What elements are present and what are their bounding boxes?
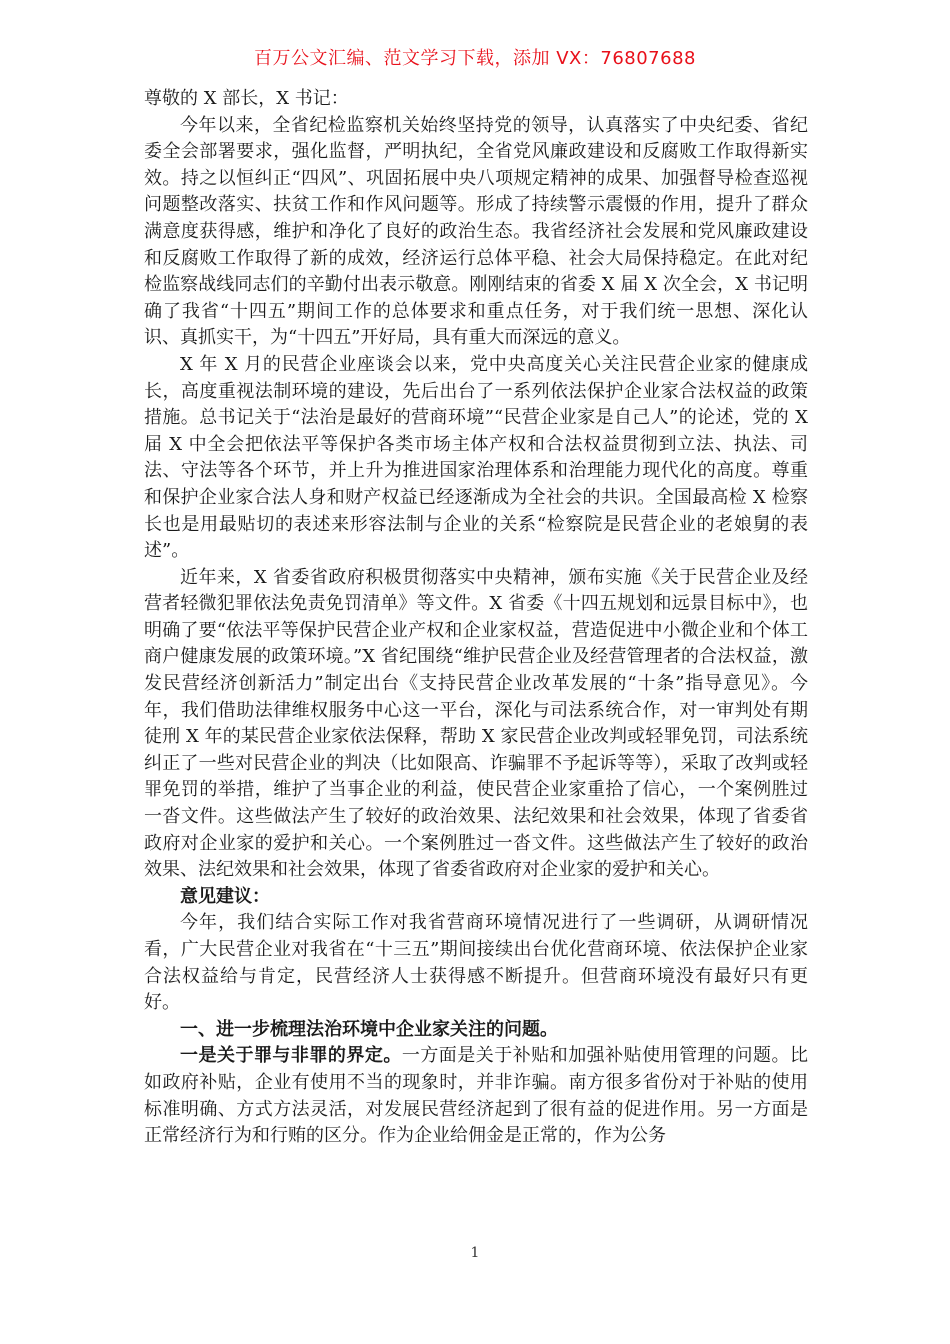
paragraph: 今年以来，全省纪检监察机关始终坚持党的领导，认真落实了中央纪委、省纪委全会部署要求，强化监督，严明执纪，全省党风廉政建设和反腐败工作取得新实效。持之以恒纠正“四风”、巩固拓展中央八项规定精神的成果、加强督导检查巡视问题整改落实、扶贫工作和作风问题等。形成了持续警示震慑的作用，提升了群众满意度获得感，维护和净化了良好的政治生态。我省经济社会发展和党风廉政建设和反腐败工作取得了新的成效，经济运行总体平稳、社会大局保持稳定。在此对纪检监察战线同志们的辛勤付出表示敬意。刚刚结束的省委 X 届 X 次全会，X 书记明确了我省“十四五”期间工作的总体要求和重点任务，对于我们统一思想、深化认识、真抓实干，为“十四五”开好局，具有重大而深远的意义。 — [144, 114, 808, 349]
document-body — [144, 86, 808, 1150]
paragraph — [144, 1043, 808, 1149]
page-number: 1 — [470, 1245, 480, 1261]
suggestions-heading: 意见建议： — [180, 885, 270, 907]
point-body: 一方面是关于补贴和加强补贴使用管理的问题。比如政府补贴，企业有使用不当的现象时，并非诈骗。南方很多省份对于补贴的使用标准明确、方式方法灵活，对发展民营经济起到了很有益的促进作用。另一方面是正常经济行为和行贿的区分。作为企业给佣金是正常的，作为公务 — [144, 1045, 809, 1147]
paragraph: 近年来，X 省委省政府积极贯彻落实中央精神，颁布实施《关于民营企业及经营者轻微犯罪依法免责免罚清单》等文件。X 省委《十四五规划和远景目标中》，也明确了要“依法平等保护民营企业产权和企业家权益，营造促进中小微企业和个体工商户健康发展的政策环境。”X 省纪围绕“维护民营企业及经营管理者的合法权益，激发民营经济创新活力”制定出台《支持民营企业改革发展的“十条”指导意见》。今年，我们借助法律维权服务中心这一平台，深化与司法系统合作，对一审判处有期徒刑 X 年的某民营企业家依法保释，帮助 X 家民营企业改判或轻罪免罚，司法系统纠正了一些对民营企业的判决（比如限高、诈骗罪不予起诉等等），采取了改判或轻罪免罚的举措，维护了当事企业的利益，使民营企业家重拾了信心，一个案例胜过一沓文件。这些做法产生了较好的政治效果、法纪效果和社会效果，体现了省委省政府对企业家的爱护和关心。一个案例胜过一沓文件。这些做法产生了较好的政治效果、法纪效果和社会效果，体现了省委省政府对企业家的爱护和关心。 — [144, 566, 808, 881]
salutation: 尊敬的 X 部长，X 书记： — [144, 88, 349, 109]
paragraph: X 年 X 月的民营企业座谈会以来，党中央高度关心关注民营企业家的健康成长，高度重视法制环境的建设，先后出台了一系列依法保护企业家合法权益的政策措施。总书记关于“法治是最好的营商环境”“民营企业家是自己人”的论述，党的 X 届 X 中全会把依法平等保护各类市场主体产权和合法权益贯彻到立法、执法、司法、守法等各个环节，并上升为推进国家治理体系和治理能力现代化的高度。尊重和保护企业家合法人身和财产权益已经逐渐成为全社会的共识。全国最高检 X 检察长也是用最贴切的表述来形容法制与企业的关系“检察院是民营企业的老娘舅的表述”。 — [144, 353, 808, 562]
paragraph: 今年，我们结合实际工作对我省营商环境情况进行了一些调研，从调研情况看，广大民营企业对我省在“十三五”期间接续出台优化营商环境、依法保护企业家合法权益给与肯定，民营经济人士获得感不断提升。但营商环境没有最好只有更好。 — [144, 912, 808, 1014]
watermark-banner: 百万公文汇编、范文学习下载，添加 VX：76807688 — [254, 48, 696, 69]
point-lead: 一是关于罪与非罪的界定。 — [180, 1045, 402, 1067]
section-heading: 一、进一步梳理法治环境中企业家关注的问题。 — [180, 1018, 558, 1040]
